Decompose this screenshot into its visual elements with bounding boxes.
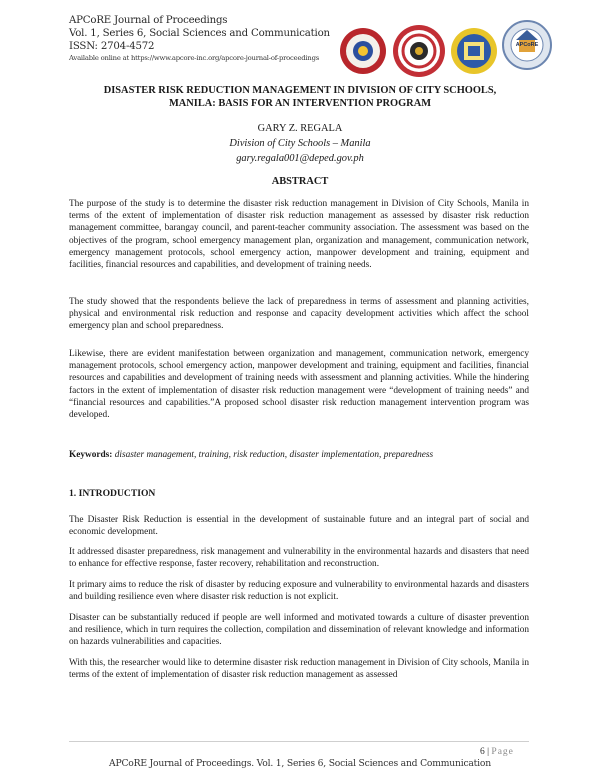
seal-logo-2 bbox=[392, 24, 446, 78]
paper-title bbox=[60, 84, 540, 110]
journal-header bbox=[69, 14, 369, 63]
intro-paragraph-3: It primary aims to reduce the risk of disaster by reducing exposure and vulnerability to environmental hazards and disasters and building resilience even where disaster risk reduction is not explicit. bbox=[69, 580, 529, 603]
journal-volume: Vol. 1, Series 6, Social Sciences and Communication bbox=[69, 28, 330, 39]
author-email[interactable]: gary.regala001@deped.gov.ph bbox=[236, 153, 364, 164]
seal-logo-1 bbox=[338, 26, 388, 76]
logo-strip bbox=[338, 10, 552, 80]
abstract-heading: ABSTRACT bbox=[271, 176, 329, 187]
apcore-logo bbox=[502, 10, 552, 80]
keywords-list: disaster management, training, risk reduction, disaster implementation, preparedness bbox=[114, 450, 434, 460]
abstract-paragraph-3: Likewise, there are evident manifestation between organization and management, communication network, emergency management protocols, school emergency action, manpower development and training, equipment and facilities, financial resources and capabilities and development of training needs with assessment and planning activities. While the hindering factors in the extent of implementation of disaster risk reduction management were “development of training needs” and “financial resources and capabilities.”A proposed school disaster risk reduction management intervention program was developed. bbox=[69, 349, 529, 421]
footer-divider bbox=[69, 741, 529, 742]
author-name: GARY Z. REGALA bbox=[257, 123, 343, 134]
intro-paragraph-5: With this, the researcher would like to determine disaster risk reduction management in Division of City schools, Manila in terms of the extent of implementation of disaster risk reduction management as assessed bbox=[69, 658, 529, 681]
keywords bbox=[69, 449, 529, 461]
abstract-paragraph-1: The purpose of the study is to determine the disaster risk reduction management in Division of City Schools, Manila in terms of the extent of implementation of disaster risk reduction management as assessed by disaster risk reduction management committee, barangay council, and parent-teacher community association. The assessment was based on the objectives of the program, school emergency management plan, organization and management, communication network, emergency management protocols, school emergency action, manpower development and training, equipment and facilities, financial resources and capabilities, and development of training needs. bbox=[69, 199, 529, 271]
title-line-2: MANILA: BASIS FOR AN INTERVENTION PROGRAM bbox=[168, 98, 432, 109]
journal-name: APCoRE Journal of Proceedings bbox=[69, 15, 228, 26]
intro-paragraph-4: Disaster can be substantially reduced if people are well informed and motivated towards a culture of disaster prevention and resilience, which in turn requires the collection, compilation and dissemination of relevant knowledge and information on hazards vulnerabilities and capacities. bbox=[69, 613, 529, 648]
page-number-value: 6 | bbox=[480, 747, 492, 757]
seal-logo-3 bbox=[450, 26, 498, 76]
keywords-label: Keywords: bbox=[69, 450, 113, 460]
title-line-1: DISASTER RISK REDUCTION MANAGEMENT IN DIVISION OF CITY SCHOOLS, bbox=[103, 85, 497, 96]
intro-paragraph-1: The Disaster Risk Reduction is essential in the development of sustainable future and an integral part of social and economic development. bbox=[69, 515, 529, 538]
intro-paragraph-2: It addressed disaster preparedness, risk management and vulnerability in the environmental hazards and disasters that need to enhance for effective response, faster recovery, rehabilitation and reconstruction. bbox=[69, 547, 529, 570]
svg-text:APCoRE: APCoRE bbox=[515, 42, 539, 48]
section-heading-introduction: 1. INTRODUCTION bbox=[69, 488, 156, 499]
journal-issn: ISSN: 2704-4572 bbox=[69, 41, 155, 52]
footer-journal: APCoRE Journal of Proceedings. Vol. 1, Series 6, Social Sciences and Communication bbox=[109, 758, 491, 769]
journal-url[interactable]: Available online at https://www.apcore-inc.org/apcore-journal-of-proceedings bbox=[69, 54, 320, 62]
page-label: Page bbox=[491, 747, 514, 757]
author-affiliation: Division of City Schools – Manila bbox=[229, 138, 371, 149]
page-number bbox=[480, 747, 514, 757]
abstract-paragraph-2: The study showed that the respondents believe the lack of preparedness in terms of assessment and planning activities, physical and environmental risk reduction and response and capacity development activities which affect the school emergency plan and school preparedness. bbox=[69, 297, 529, 332]
